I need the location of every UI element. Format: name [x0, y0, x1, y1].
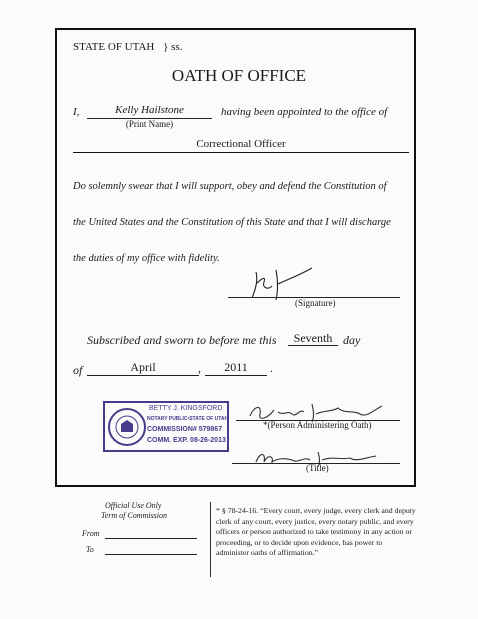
- notary-name: BETTY J. KINGSFORD: [149, 405, 223, 412]
- to-label: To: [86, 545, 94, 554]
- of-label: of: [73, 363, 83, 377]
- notary-state: NOTARY PUBLIC•STATE OF UTAH: [147, 416, 229, 422]
- title-label: (Title): [306, 463, 329, 473]
- ss-label: } ss.: [163, 41, 183, 53]
- notary-commission: COMMISSION# 579867: [147, 426, 223, 433]
- official-use-heading: Official Use Only: [105, 501, 162, 510]
- from-line: [105, 530, 197, 539]
- print-name-label: (Print Name): [125, 119, 174, 129]
- page-title: OATH OF OFFICE: [171, 66, 307, 85]
- from-label: From: [82, 529, 100, 538]
- to-line: [105, 546, 197, 555]
- office-value: Correctional Officer: [196, 138, 286, 150]
- term-of-commission-heading: Term of Commission: [101, 511, 167, 520]
- appointment-suffix: having been appointed to the office of: [221, 106, 388, 118]
- signature-line: [228, 289, 400, 298]
- i-prefix: I,: [73, 106, 80, 118]
- day-label: day: [343, 333, 361, 347]
- notary-stamp: [103, 401, 229, 452]
- state-label: STATE OF UTAH: [73, 41, 155, 53]
- office-line: [73, 142, 409, 153]
- oath-line-3: the duties of my office with fidelity.: [73, 253, 220, 264]
- day-value: Seventh: [293, 331, 333, 345]
- oath-line-1: Do solemnly swear that I will support, obey and defend the Constitution of: [73, 181, 387, 192]
- year-value: 2011: [224, 360, 248, 374]
- statute-footnote: * § 78-24-16. “Every court, every judge, every clerk and deputy clerk of any court, every justice, every notary public, and every officers or person authorized to take testimony in any action or proceeding, or to decide upon evidence, has power to administer oaths of affirmation.”: [216, 506, 416, 557]
- date-period: .: [270, 361, 273, 375]
- utah-seal-icon: [107, 406, 147, 448]
- administering-label: *(Person Administering Oath): [263, 420, 372, 430]
- oath-line-2: the United States and the Constitution of this State and that I will discharge: [73, 217, 391, 228]
- notary-expiry: COMM. EXP. 08-26-2013: [147, 437, 226, 444]
- print-name-value: Kelly Hailstone: [115, 104, 184, 116]
- signature-label: (Signature): [295, 298, 336, 308]
- date-comma: ,: [198, 361, 201, 375]
- sworn-prefix: Subscribed and sworn to before me this: [87, 333, 277, 347]
- section-divider: [210, 502, 211, 577]
- month-value: April: [130, 360, 156, 374]
- state-header: [73, 41, 182, 53]
